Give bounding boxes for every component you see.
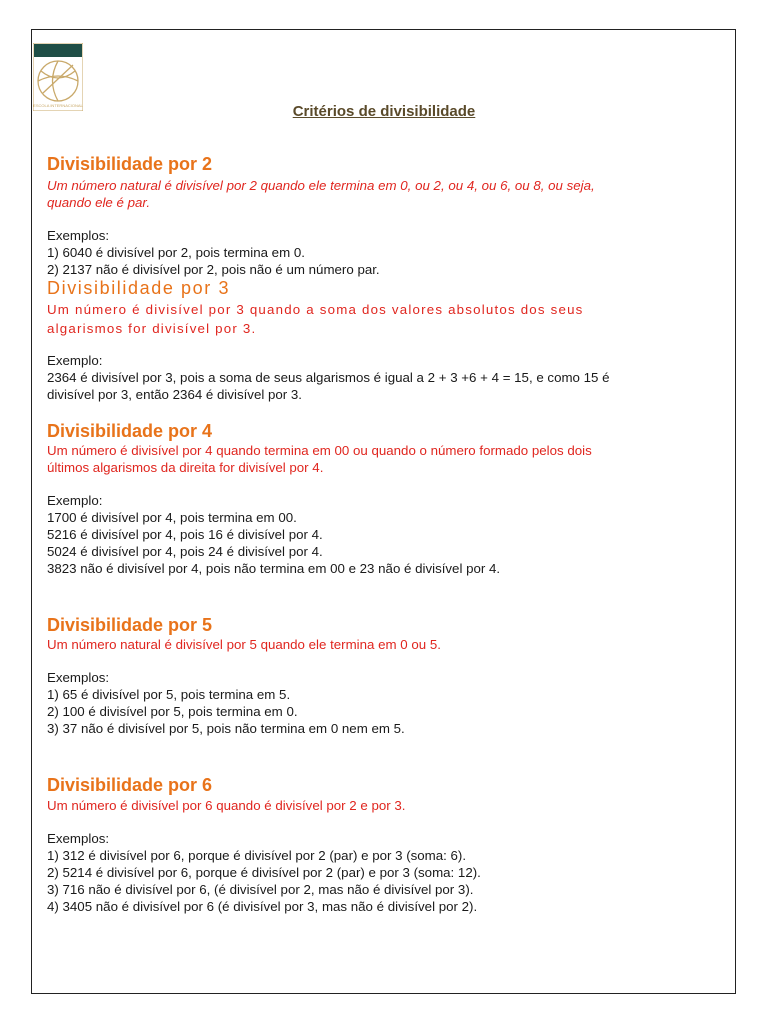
examples-label: Exemplo: (47, 353, 103, 368)
rule-line: Um número é divisível por 6 quando é divisível por 2 e por 3. (47, 798, 406, 813)
section-examples (47, 830, 481, 915)
section-rule (47, 300, 584, 338)
rule-line: Um número é divisível por 3 quando a soma dos valores absolutos dos seus (47, 302, 584, 317)
example-line: 1) 65 é divisível por 5, pois termina em 5. (47, 687, 291, 702)
rule-line: quando ele é par. (47, 195, 151, 210)
school-logo (33, 43, 83, 111)
section-rule (47, 442, 592, 476)
section-rule (47, 177, 595, 211)
section-heading: Divisibilidade por 4 (47, 421, 213, 441)
example-line: 2) 5214 é divisível por 6, porque é divisível por 2 (par) e por 3 (soma: 12). (47, 865, 481, 880)
examples-label: Exemplos: (47, 228, 110, 243)
section-examples (47, 352, 610, 403)
example-line: 2) 100 é divisível por 5, pois termina em 0. (47, 704, 298, 719)
section-heading: Divisibilidade por 5 (47, 615, 213, 635)
example-line: 4) 3405 não é divisível por 6 (é divisível por 3, mas não é divisível por 2). (47, 899, 478, 914)
section-heading: Divisibilidade por 3 (47, 278, 231, 298)
example-line: 2) 2137 não é divisível por 2, pois não é um número par. (47, 262, 380, 277)
rule-line: algarismos for divisível por 3. (47, 321, 257, 336)
section-rule (47, 797, 405, 814)
logo-caption: ESCOLA INTERNACIONAL (33, 103, 83, 108)
section-heading: Divisibilidade por 2 (47, 154, 213, 174)
examples-label: Exemplos: (47, 670, 110, 685)
examples-label: Exemplo: (47, 493, 103, 508)
example-line: divisível por 3, então 2364 é divisível por 3. (47, 387, 303, 402)
example-line: 3) 716 não é divisível por 6, (é divisível por 2, mas não é divisível por 3). (47, 882, 474, 897)
rule-line: Um número natural é divisível por 2 quando ele termina em 0, ou 2, ou 4, ou 6, ou 8, ou seja, (47, 178, 595, 193)
example-line: 1700 é divisível por 4, pois termina em 00. (47, 510, 297, 525)
example-line: 3) 37 não é divisível por 5, pois não termina em 0 nem em 5. (47, 721, 405, 736)
rule-line: Um número é divisível por 4 quando termina em 00 ou quando o número formado pelos dois (47, 443, 592, 458)
examples-label: Exemplos: (47, 831, 110, 846)
section-rule (47, 636, 441, 653)
section-examples (47, 227, 380, 278)
rule-line: últimos algarismos da direita for divisível por 4. (47, 460, 324, 475)
page-title: Critérios de divisibilidade (292, 103, 476, 120)
example-line: 3823 não é divisível por 4, pois não termina em 00 e 23 não é divisível por 4. (47, 561, 501, 576)
example-line: 1) 312 é divisível por 6, porque é divisível por 2 (par) e por 3 (soma: 6). (47, 848, 467, 863)
section-examples (47, 669, 405, 737)
example-line: 2364 é divisível por 3, pois a soma de seus algarismos é igual a 2 + 3 +6 + 4 = 15, e como 15 é (47, 370, 610, 385)
section-heading: Divisibilidade por 6 (47, 775, 213, 795)
rule-line: Um número natural é divisível por 5 quando ele termina em 0 ou 5. (47, 637, 441, 652)
example-line: 5024 é divisível por 4, pois 24 é divisível por 4. (47, 544, 323, 559)
section-examples (47, 492, 500, 577)
example-line: 1) 6040 é divisível por 2, pois termina em 0. (47, 245, 305, 260)
example-line: 5216 é divisível por 4, pois 16 é divisível por 4. (47, 527, 323, 542)
